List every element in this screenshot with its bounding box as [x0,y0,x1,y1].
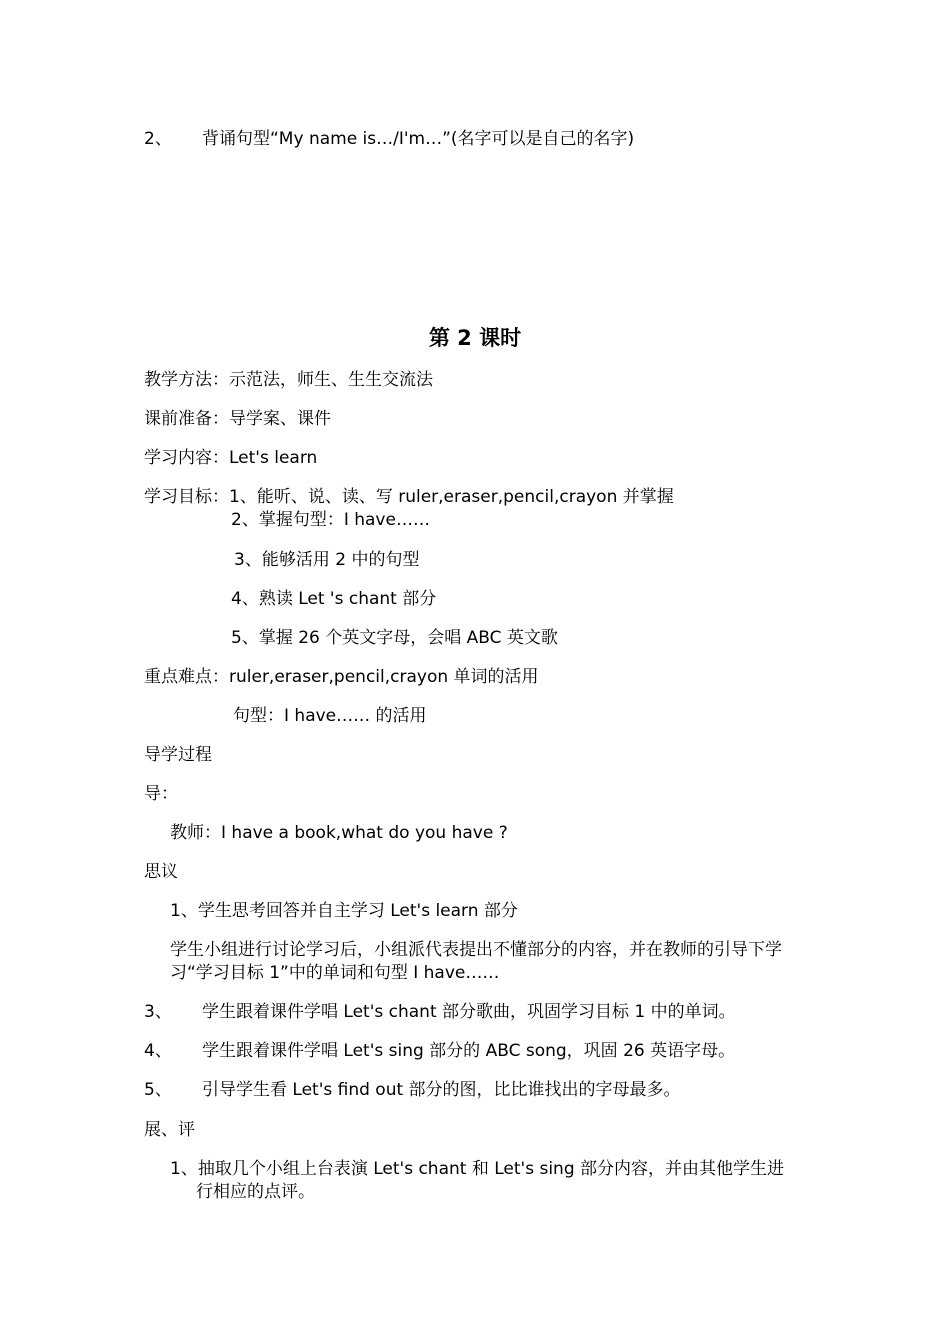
lesson-title: 第 2 课时 [428,326,522,350]
list-item [144,128,634,150]
goal-line: 3、能够活用 2 中的句型 [234,550,420,570]
show-line: 行相应的点评。 [196,1182,315,1202]
list-item [144,1040,735,1062]
discuss-line: 1、学生思考回答并自主学习 Let's learn 部分 [170,901,518,921]
discuss-line: 习“学习目标 1”中的单词和句型 I have…… [170,963,500,983]
discuss-heading: 思议 [144,862,178,882]
item-text: 学生跟着课件学唱 Let's sing 部分的 ABC song，巩固 26 英语字母。 [202,1041,736,1061]
item-text: 背诵句型“My name is…/I'm…”(名字可以是自己的名字) [202,129,635,149]
goal-line: 学习目标：1、能听、说、读、写 ruler,eraser,pencil,crayon 并掌握 [144,487,674,507]
key-point-line: 重点难点：ruler,eraser,pencil,crayon 单词的活用 [144,667,539,687]
teaching-method: 教学方法：示范法，师生、生生交流法 [144,370,433,390]
process-heading: 导学过程 [144,745,212,765]
goal-line: 4、熟读 Let 's chant 部分 [231,589,437,609]
discuss-line: 学生小组进行讨论学习后，小组派代表提出不懂部分的内容，并在教师的引导下学 [170,940,782,960]
show-heading: 展、评 [144,1120,195,1140]
key-point-line: 句型：I have…… 的活用 [233,706,427,726]
goal-line: 5、掌握 26 个英文字母，会唱 ABC 英文歌 [231,628,558,648]
list-item [144,1079,681,1101]
list-item [144,1001,736,1023]
item-text: 学生跟着课件学唱 Let's chant 部分歌曲，巩固学习目标 1 中的单词。 [202,1002,736,1022]
preparation: 课前准备：导学案、课件 [144,409,331,429]
item-number: 2、 [144,129,172,149]
item-text: 引导学生看 Let's find out 部分的图，比比谁找出的字母最多。 [202,1080,681,1100]
goal-line: 2、掌握句型：I have…… [231,510,430,530]
show-line: 1、抽取几个小组上台表演 Let's chant 和 Let's sing 部分内容，并由其他学生进 [170,1159,785,1179]
item-number: 4、 [144,1041,172,1061]
teacher-line: 教师：I have a book,what do you have ? [170,823,508,843]
item-number: 3、 [144,1002,172,1022]
guide-heading: 导： [144,784,178,804]
item-number: 5、 [144,1080,172,1100]
learning-content: 学习内容：Let's learn [144,448,318,468]
